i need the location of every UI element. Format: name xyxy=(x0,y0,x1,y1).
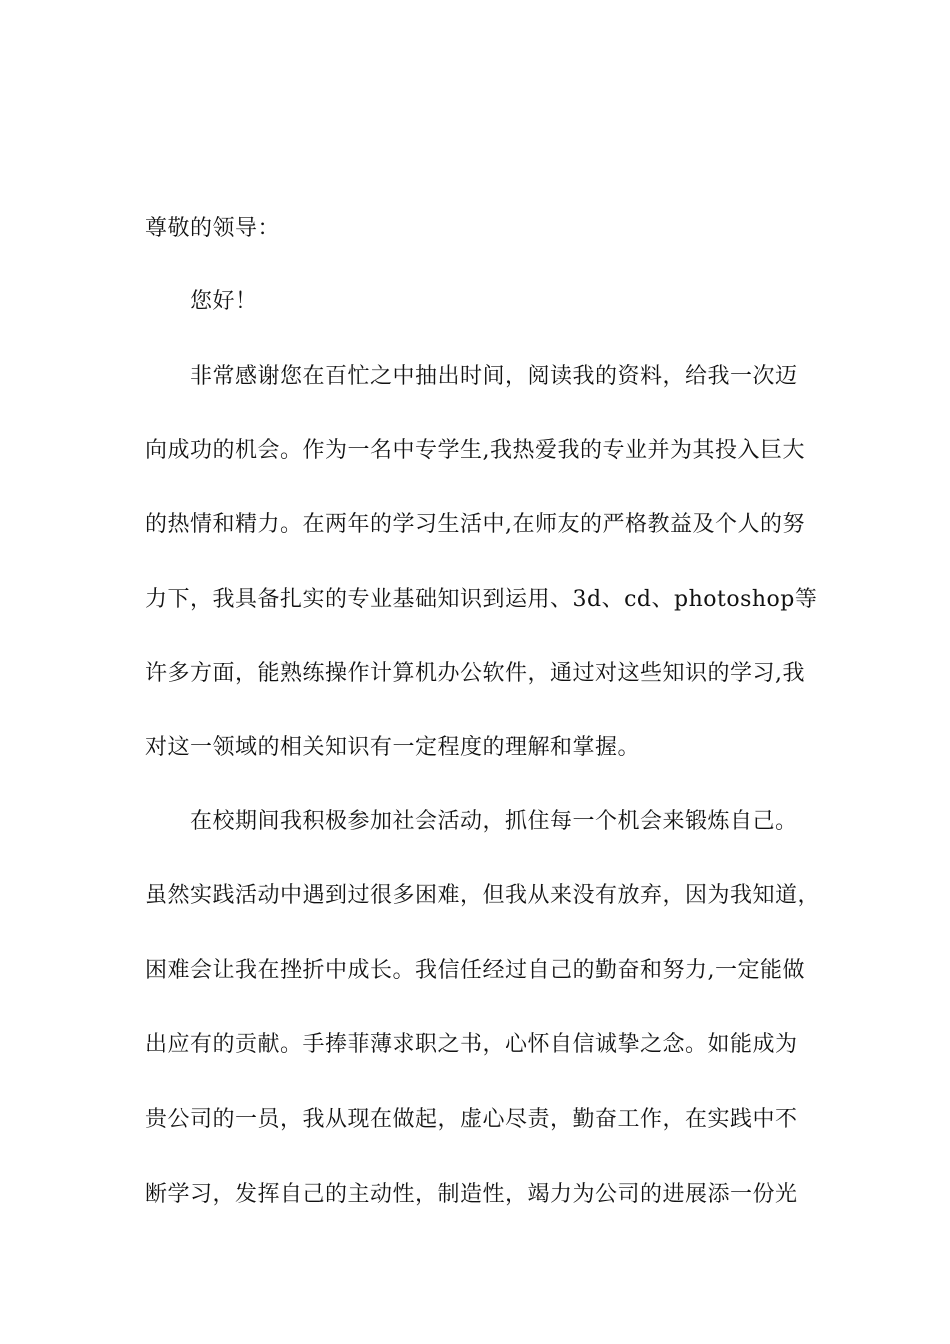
body-line-10: 出应有的贡献。手捧菲薄求职之书，心怀自信诚挚之念。如能成为 xyxy=(145,1032,798,1057)
greeting: 您好！ xyxy=(190,289,258,314)
body-line-3: 的热情和精力。在两年的学习生活中,在师友的严格教益及个人的努 xyxy=(145,512,805,537)
body-line-9: 困难会让我在挫折中成长。我信任经过自己的勤奋和努力,一定能做 xyxy=(145,958,805,983)
body-line-2: 向成功的机会。作为一名中专学生,我热爱我的专业并为其投入巨大 xyxy=(145,438,805,463)
salutation: 尊敬的领导： xyxy=(145,216,281,241)
body-line-1: 非常感谢您在百忙之中抽出时间，阅读我的资料，给我一次迈 xyxy=(190,364,798,389)
body-line-5: 许多方面，能熟练操作计算机办公软件，通过对这些知识的学习,我 xyxy=(145,661,805,686)
body-line-11: 贵公司的一员，我从现在做起，虚心尽责，勤奋工作，在实践中不 xyxy=(145,1107,798,1132)
body-line-12: 断学习，发挥自己的主动性，制造性，竭力为公司的进展添一份光 xyxy=(145,1182,798,1207)
body-line-7: 在校期间我积极参加社会活动，抓住每一个机会来锻炼自己。 xyxy=(190,809,798,834)
body-line-8: 虽然实践活动中遇到过很多困难，但我从来没有放弃，因为我知道， xyxy=(145,883,821,908)
body-line-6: 对这一领域的相关知识有一定程度的理解和掌握。 xyxy=(145,735,641,760)
body-line-4: 力下，我具备扎实的专业基础知识到运用、3d、cd、photoshop等 xyxy=(145,587,818,612)
